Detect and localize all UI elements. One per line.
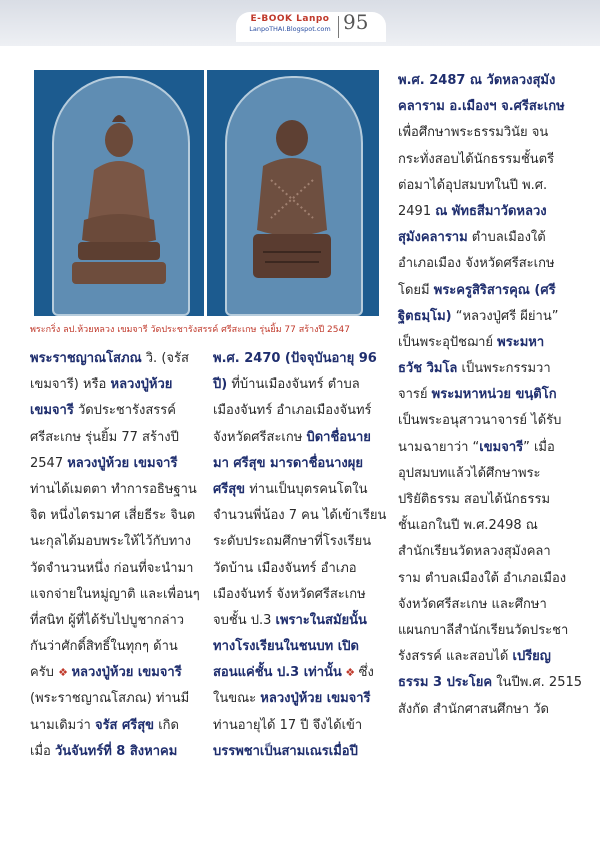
text-line [398,539,574,565]
figure-caption: พระกริ่ง ลป.ห้วยหลวง เขมจารี วัดประชารังสรรค์ ศรีสะเกษ รุ่นยิ้ม 77 สร้างปี 2547 [30,325,350,335]
text-line [213,713,389,739]
body-text: เป็นพระกรรมวา [457,361,551,377]
body-text: จำนวนพี่น้อง 7 คน ได้เข้าเรียน [213,508,387,524]
text-column-3 [398,68,583,723]
text-line [213,477,389,503]
highlighted-text: เพราะในสมัยนั้น [275,612,367,628]
text-line [398,670,583,696]
buddha-amulet-back-image [237,100,347,300]
text-line [30,713,200,739]
body-text: ตำบลเมืองใต้ [467,230,546,246]
highlighted-text: ทางโรงเรียนในชนบท เปิด [213,639,359,655]
body-text: ศรีสะเกษ รุ่นยิ้ม 77 สร้างปี [30,429,179,445]
body-text: วัดบ้าน เมืองจันทร์ อำเภอ [213,560,357,576]
body-text: สังกัด สำนักศาสนศึกษา วัด [398,701,549,717]
body-text: เมืองจันทร์ จังหวัดศรีสะเกษ [213,586,366,602]
buddha-amulet-front-image [64,100,174,300]
text-line [398,697,574,723]
highlighted-text: ฐิตธมฺโม) [398,308,452,324]
highlighted-text: บิดาชื่อนาย [306,429,371,445]
highlighted-text: หลวงปู่ห้วย [110,377,173,393]
body-text: ในขณะ [213,691,261,707]
text-line [398,356,574,382]
highlighted-text: ศรีสุข [213,481,246,497]
body-text: สำนักเรียนวัดหลวงสุมังคลา [398,544,551,560]
text-line [30,660,200,686]
text-line [398,461,574,487]
body-text: กันว่าศักดิ์สิทธิ์ในทุกๆ ด้าน [30,639,178,655]
text-line [398,592,574,618]
text-line [213,372,389,398]
body-text: เกิด [154,717,179,733]
body-text: จังหวัดศรีสะเกษ [213,429,307,445]
body-text: ระดับประถมศึกษาที่โรงเรียน [213,534,372,550]
body-text: นะกุลได้มอบพระให้ไว้กับทาง [30,534,191,550]
body-text: เมืองจันทร์ อำเภอเมืองจันทร์ [213,403,372,419]
text-line [30,451,200,477]
text-line [398,120,574,146]
body-text: ในปีพ.ศ. 2515 [492,675,583,691]
text-line [213,451,389,477]
highlighted-text: พ.ศ. 2470 (ปัจจุบันอายุ 96 [213,351,377,366]
highlighted-text: สุมังคลาราม [398,230,468,246]
text-line [398,147,574,173]
text-line [398,487,574,513]
brand-title: E-BOOK Lanpo [250,14,330,24]
text-line [398,173,574,199]
highlighted-text: หลวงปู่ห้วย เขมจารี [67,455,178,471]
highlighted-text: จรัส ศรีสุข [94,717,155,733]
body-text: นามเดิมว่า [30,717,95,733]
body-text: วัดประชารังสรรค์ [73,403,176,419]
highlighted-text: บรรพชาเป็นสามเณรเมื่อปี [213,743,358,759]
text-line [398,68,574,94]
body-text: จิต หนึ่งไตรมาศ เสี่ยธีระ จินต [30,508,196,524]
text-line [213,582,389,608]
bullet-ornament: ❖ [58,666,72,680]
body-text: ที่สนิท ผู้ที่ได้รับไปบูชากล่าว [30,612,185,628]
highlighted-text: เขมจารี [479,439,524,455]
text-line [398,382,574,408]
highlighted-text: พระราชญาณโสภณ [30,351,142,366]
text-line [213,529,389,555]
amulet-front-photo [34,70,204,316]
text-line [213,503,389,529]
body-text: เป็นพระอุปัชฌาย์ [398,334,498,350]
text-line [398,330,574,356]
body-text: ครับ [30,665,59,681]
highlighted-text: คลาราม อ.เมืองฯ จ.ศรีสะเกษ [398,99,565,115]
highlighted-text: ธรรม 3 ประโยค [398,675,493,691]
body-text: จบชั้น ป.3 [213,612,276,628]
body-text: “หลวงปู่ศรี ผีย่าน” [451,308,559,324]
highlighted-text: เปรียญ [512,649,551,665]
text-line [213,634,389,660]
text-line [398,644,574,670]
text-line [30,529,200,555]
amulet-back-photo [207,70,379,316]
body-text: อำเภอเมือง จังหวัดศรีสะเกษ [398,256,555,272]
text-line [30,556,200,582]
text-line [30,425,200,451]
text-line [398,513,574,539]
text-line [213,686,389,712]
body-text: จารย์ [398,387,432,403]
highlighted-text: ธวัช วิมโล [398,361,458,377]
text-line [398,566,574,592]
highlighted-text: พระมหา [497,334,545,350]
text-line [398,304,574,330]
text-line [213,346,389,372]
text-line [30,503,200,529]
text-line [30,608,200,634]
body-text: ราม ตำบลเมืองใต้ อำเภอเมือง [398,570,567,586]
text-line [398,408,574,434]
text-line [30,686,200,712]
text-line [213,739,389,765]
body-text: ที่บ้านเมืองจันทร์ ตำบล [227,377,360,393]
page-number: 95 [343,10,369,34]
text-line [213,556,389,582]
highlighted-text: มา ศรีสุข มารดาชื่อนางผุย [213,455,363,471]
text-line [213,660,389,686]
body-text: (พระราชญาณโสภณ) ท่านมี [30,691,190,707]
highlighted-text: ปี) [213,377,228,393]
text-column-1 [30,346,200,765]
text-line [30,372,200,398]
text-line [398,94,574,120]
text-line [398,251,574,277]
body-text: รังสรรค์ และสอบได้ [398,649,513,665]
text-line [30,739,200,765]
text-line [30,634,200,660]
body-text: กระทั่งสอบได้นักธรรมชั้นตรี [398,151,555,167]
body-text: วัดจำนวนหนึ่ง ก่อนที่จะนำมา [30,560,194,576]
text-line [30,346,200,372]
text-line [213,608,389,634]
body-text: วิ. (จรัส [141,351,189,366]
body-text: 2491 [398,203,436,219]
text-line [30,477,200,503]
text-line [398,199,574,225]
body-text: 2547 [30,455,68,471]
body-text: นามฉายาว่า “ [398,439,480,455]
highlighted-text: พ.ศ. 2487 ณ วัดหลวงสุมัง [398,73,556,88]
body-text: แจกจ่ายในหมู่ญาติ และเพื่อนๆ [30,586,200,602]
body-text: ท่านเป็นบุตรคนโตใน [245,481,368,497]
body-text: ต่อมาได้อุปสมบทในปี พ.ศ. [398,177,548,193]
text-line [398,618,574,644]
body-text: ซึ่ง [358,665,374,681]
body-text: จังหวัดศรีสะเกษ และศึกษา [398,596,547,612]
text-line [30,582,200,608]
highlighted-text: หลวงปู่ห้วย เขมจารี [260,691,371,707]
body-text: ชั้นเอกในปี พ.ศ.2498 ณ [398,518,538,534]
body-text: ” เมื่อ [523,439,555,455]
highlighted-text: พระมหาหน่วย ขนฺติโก [431,387,557,403]
highlighted-text: พระครูสิริสารคุณ (ศรี [433,282,556,298]
brand-block [244,14,336,33]
text-line [213,398,389,424]
bullet-ornament: ❖ [341,666,359,680]
text-line [398,278,574,304]
text-line [30,398,200,424]
body-text: เพื่อศึกษาพระธรรมวินัย จน [398,125,549,141]
highlighted-text: หลวงปู่ห้วย เขมจารี [71,665,182,681]
body-text: โดยมี [398,282,434,298]
header-divider [338,16,339,38]
text-line [213,425,389,451]
text-line [398,225,574,251]
brand-url: LanpoTHAI.Blogspot.com [249,25,331,33]
body-text: แผนกบาลีสำนักเรียนวัดประชา [398,622,569,638]
highlighted-text: วันจันทร์ที่ 8 สิงหาคม [54,743,178,759]
body-text: ท่านได้เมตตา ทำการอธิษฐาน [30,481,197,497]
body-text: เมื่อ [30,743,55,759]
body-text: เขมจารี) หรือ [30,377,111,393]
body-text: ปริยัติธรรม สอบได้นักธรรม [398,492,551,507]
body-text: อุปสมบทแล้วได้ศึกษาพระ [398,465,541,481]
highlighted-text: เขมจารี [30,403,74,419]
body-text: เป็นพระอนุสาวนาจารย์ ได้รับ [398,413,562,429]
body-text: ท่านอายุได้ 17 ปี จึงได้เข้า [213,717,363,733]
text-column-2 [213,346,389,765]
highlighted-text: สอนแค่ชั้น ป.3 เท่านั้น [213,665,342,681]
text-line [398,435,574,461]
highlighted-text: ณ พัทธสีมาวัดหลวง [435,203,547,219]
